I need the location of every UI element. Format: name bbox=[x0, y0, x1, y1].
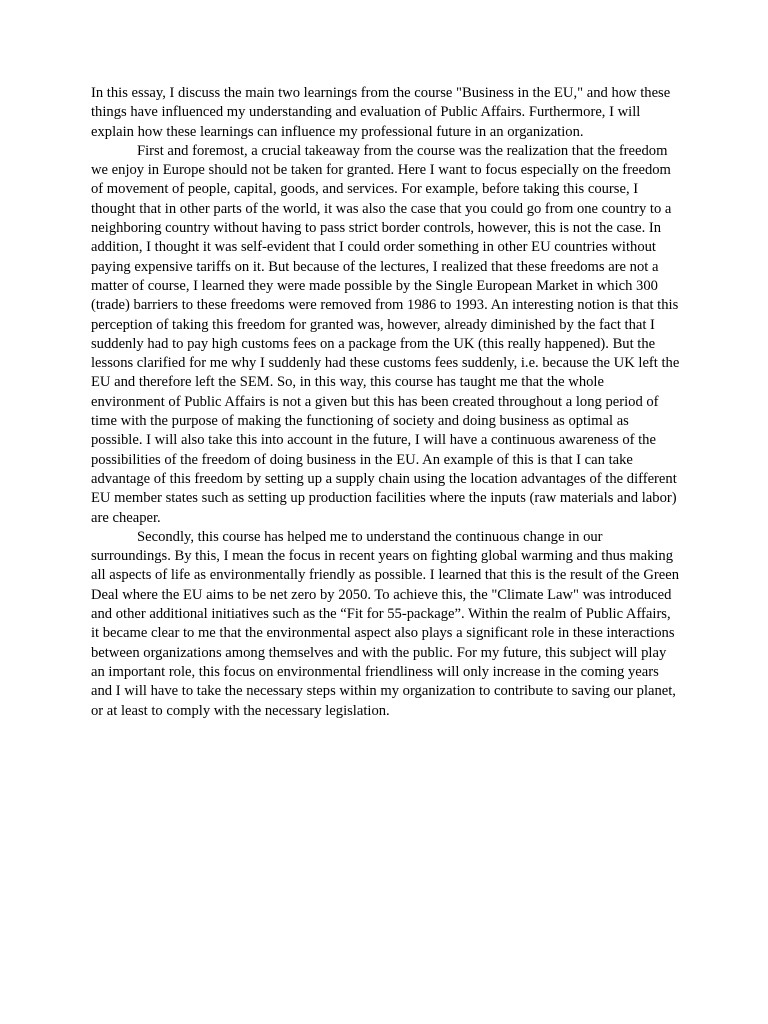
essay-paragraph-freedom: First and foremost, a crucial takeaway from the course was the realization that the freedom we enjoy in Europe should not be taken for granted. Here I want to focus especially on the freedom of movement of people, capital, goods, and services. For example, before taking this course, I thought that in other parts of the world, it was also the case that you could go from one country to a neighboring country without having to pass strict border controls, however, this is not the case. In addition, I thought it was self-evident that I could order something in other EU countries without paying expensive tariffs on it. But because of the lectures, I realized that these freedoms are not a matter of course, I learned they were made possible by the Single European Market in which 300 (trade) barriers to these freedoms were removed from 1986 to 1993. An interesting notion is that this perception of taking this freedom for granted was, however, already diminished by the fact that I suddenly had to pay high customs fees on a package from the UK (this really happened). But the lessons clarified for me why I suddenly had these customs fees suddenly, i.e. because the UK left the EU and therefore left the SEM. So, in this way, this course has taught me that the whole environment of Public Affairs is not a given but this has been created throughout a long period of time with the purpose of making the functioning of society and doing business as optimal as possible. I will also take this into account in the future, I will have a continuous awareness of the possibilities of the freedom of doing business in the EU. An example of this is that I can take advantage of this freedom by setting up a supply chain using the location advantages of the different EU member states such as setting up production facilities where the inputs (raw materials and labor) are cheaper. bbox=[91, 142, 680, 526]
essay-paragraph-intro: In this essay, I discuss the main two learnings from the course "Business in the EU," and how these things have influenced my understanding and evaluation of Public Affairs. Furthermore, I will explain how these learnings can influence my professional future in an organization. bbox=[91, 85, 671, 140]
essay-paragraph-environment: Secondly, this course has helped me to understand the continuous change in our surroundings. By this, I mean the focus in recent years on fighting global warming and thus making all aspects of life as environmentally friendly as possible. I learned that this is the result of the Green Deal where the EU aims to be net zero by 2050. To achieve this, the "Climate Law" was introduced and other additional initiatives such as the “Fit for 55-package”. Within the realm of Public Affairs, it became clear to me that the environmental aspect also plays a significant role in these interactions between organizations among themselves and with the public. For my future, this subject will play an important role, this focus on environmental friendliness will only increase in the coming years and I will have to take the necessary steps within my organization to contribute to saving our planet, or at least to comply with the necessary legislation. bbox=[91, 528, 680, 719]
essay-body bbox=[91, 84, 681, 721]
